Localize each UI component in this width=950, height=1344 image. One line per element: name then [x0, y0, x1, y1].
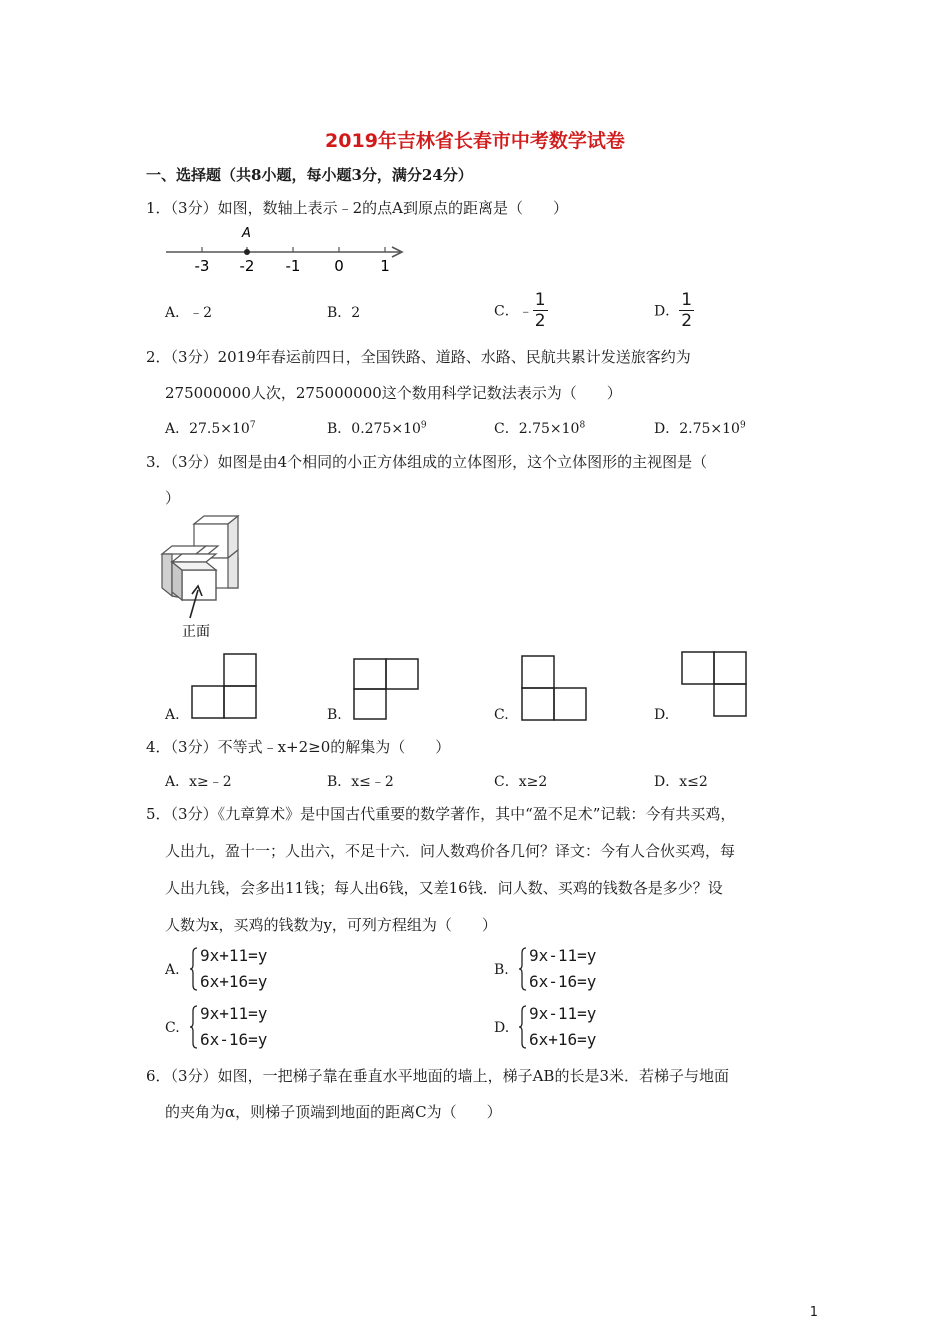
page-title: 2019年吉林省长春市中考数学试卷 — [325, 130, 625, 152]
question-3-line-1: 3．（3分）如图是由4个相同的小正方体组成的立体图形，这个立体图形的主视图是（ — [146, 453, 708, 471]
front-label: 正面 — [182, 624, 210, 640]
q5-option-a-system[interactable] — [190, 943, 267, 995]
question-4-text: 4．（3分）不等式﹣x+2≥0的解集为（ ） — [146, 738, 451, 756]
equation: 6x-16=y — [529, 972, 597, 991]
fraction: $\frac{1}{2}$ — [534, 290, 546, 331]
question-6-line-1: 6．（3分）如图，一把梯子靠在垂直水平地面的墙上，梯子AB的长是3米．若梯子与地面 — [146, 1067, 729, 1085]
q5-option-d-label[interactable]: D. — [494, 1020, 510, 1036]
question-5-line-2: 人出九，盈十一；人出六，不足十六．问人数鸡价各几何？译文：今有人合伙买鸡，每 — [165, 842, 736, 860]
q4-option-d[interactable]: D．x≤2 — [654, 774, 708, 790]
section-heading: 一、选择题（共8小题，每小题3分，满分24分） — [146, 166, 473, 184]
q5-option-b-system[interactable] — [519, 943, 596, 995]
cube-solid-figure — [158, 514, 248, 642]
q4-option-c[interactable]: C．x≥2 — [494, 774, 548, 790]
q2-option-a[interactable]: A．$27.5\times 10^7$ — [165, 420, 256, 437]
q1-option-b[interactable]: B．2 — [327, 305, 361, 321]
q1-option-c[interactable] — [494, 290, 548, 331]
q5-option-a-label[interactable]: A. — [165, 962, 180, 978]
question-5-line-1: 5．（3分）《九章算术》是中国古代重要的数学著作，其中“盈不足术”记载：今有共买鸡， — [146, 805, 736, 823]
tick-label: -3 — [194, 257, 210, 275]
point-a-label: A — [242, 226, 251, 241]
question-5-line-3: 人出九钱，会多出11钱；每人出6钱，又差16钱．问人数、买鸡的钱数各是多少？设 — [165, 879, 723, 897]
q3-option-c-figure[interactable] — [520, 654, 590, 722]
page-number: 1 — [809, 1305, 818, 1320]
tick-label: 0 — [334, 257, 344, 275]
tick-label: -2 — [239, 257, 255, 275]
q4-option-b[interactable]: B．x≤﹣2 — [327, 774, 394, 790]
q5-option-d-system[interactable] — [519, 1001, 596, 1053]
q5-option-b-label[interactable]: B. — [494, 962, 509, 978]
equation: 9x+11=y — [200, 1004, 268, 1023]
q3-option-d-label[interactable]: D. — [654, 707, 670, 723]
q3-option-b-figure[interactable] — [352, 657, 422, 723]
q1-option-c-prefix: C．﹣ — [494, 303, 533, 320]
q3-option-c-label[interactable]: C. — [494, 707, 509, 723]
equation: 6x+16=y — [200, 972, 268, 991]
q3-option-a-figure[interactable] — [190, 652, 260, 720]
q2-option-c[interactable]: C．$2.75\times 10^8$ — [494, 420, 586, 437]
q5-option-c-label[interactable]: C. — [165, 1020, 180, 1036]
question-2-line-2: 275000000人次，275000000这个数用科学记数法表示为（ ） — [165, 384, 622, 402]
equation: 9x-11=y — [529, 946, 597, 965]
number-line-figure — [160, 222, 410, 278]
equation: 6x-16=y — [200, 1030, 268, 1049]
q2-option-d[interactable]: D．$2.75\times 10^9$ — [654, 420, 746, 437]
q3-option-d-figure[interactable] — [680, 650, 750, 718]
equation: 9x+11=y — [200, 946, 268, 965]
q5-option-c-system[interactable] — [190, 1001, 267, 1053]
tick-label: 1 — [380, 257, 390, 275]
fraction: $\frac{1}{2}$ — [681, 290, 693, 331]
question-1-text: 1．（3分）如图，数轴上表示﹣2的点A到原点的距离是（ ） — [146, 199, 568, 217]
question-2-line-1: 2．（3分）2019年春运前四日，全国铁路、道路、水路、民航共累计发送旅客约为 — [146, 348, 691, 366]
question-6-line-2: 的夹角为α，则梯子顶端到地面的距离C为（ ） — [165, 1103, 502, 1121]
q3-option-a-label[interactable]: A. — [165, 707, 180, 723]
q1-option-d[interactable] — [654, 290, 694, 331]
tick-label: -1 — [285, 257, 301, 275]
equation: 6x+16=y — [529, 1030, 597, 1049]
q1-option-d-prefix: D． — [654, 303, 680, 320]
q4-option-a[interactable]: A．x≥﹣2 — [165, 774, 232, 790]
q2-option-b[interactable]: B．$0.275\times 10^9$ — [327, 420, 427, 437]
question-5-line-4: 人数为x，买鸡的钱数为y，可列方程组为（ ） — [165, 916, 497, 934]
q1-option-a[interactable]: A．﹣2 — [165, 305, 213, 321]
point-a-dot — [244, 249, 250, 255]
question-3-line-2: ） — [165, 489, 181, 507]
q3-option-b-label[interactable]: B. — [327, 707, 342, 723]
equation: 9x-11=y — [529, 1004, 597, 1023]
